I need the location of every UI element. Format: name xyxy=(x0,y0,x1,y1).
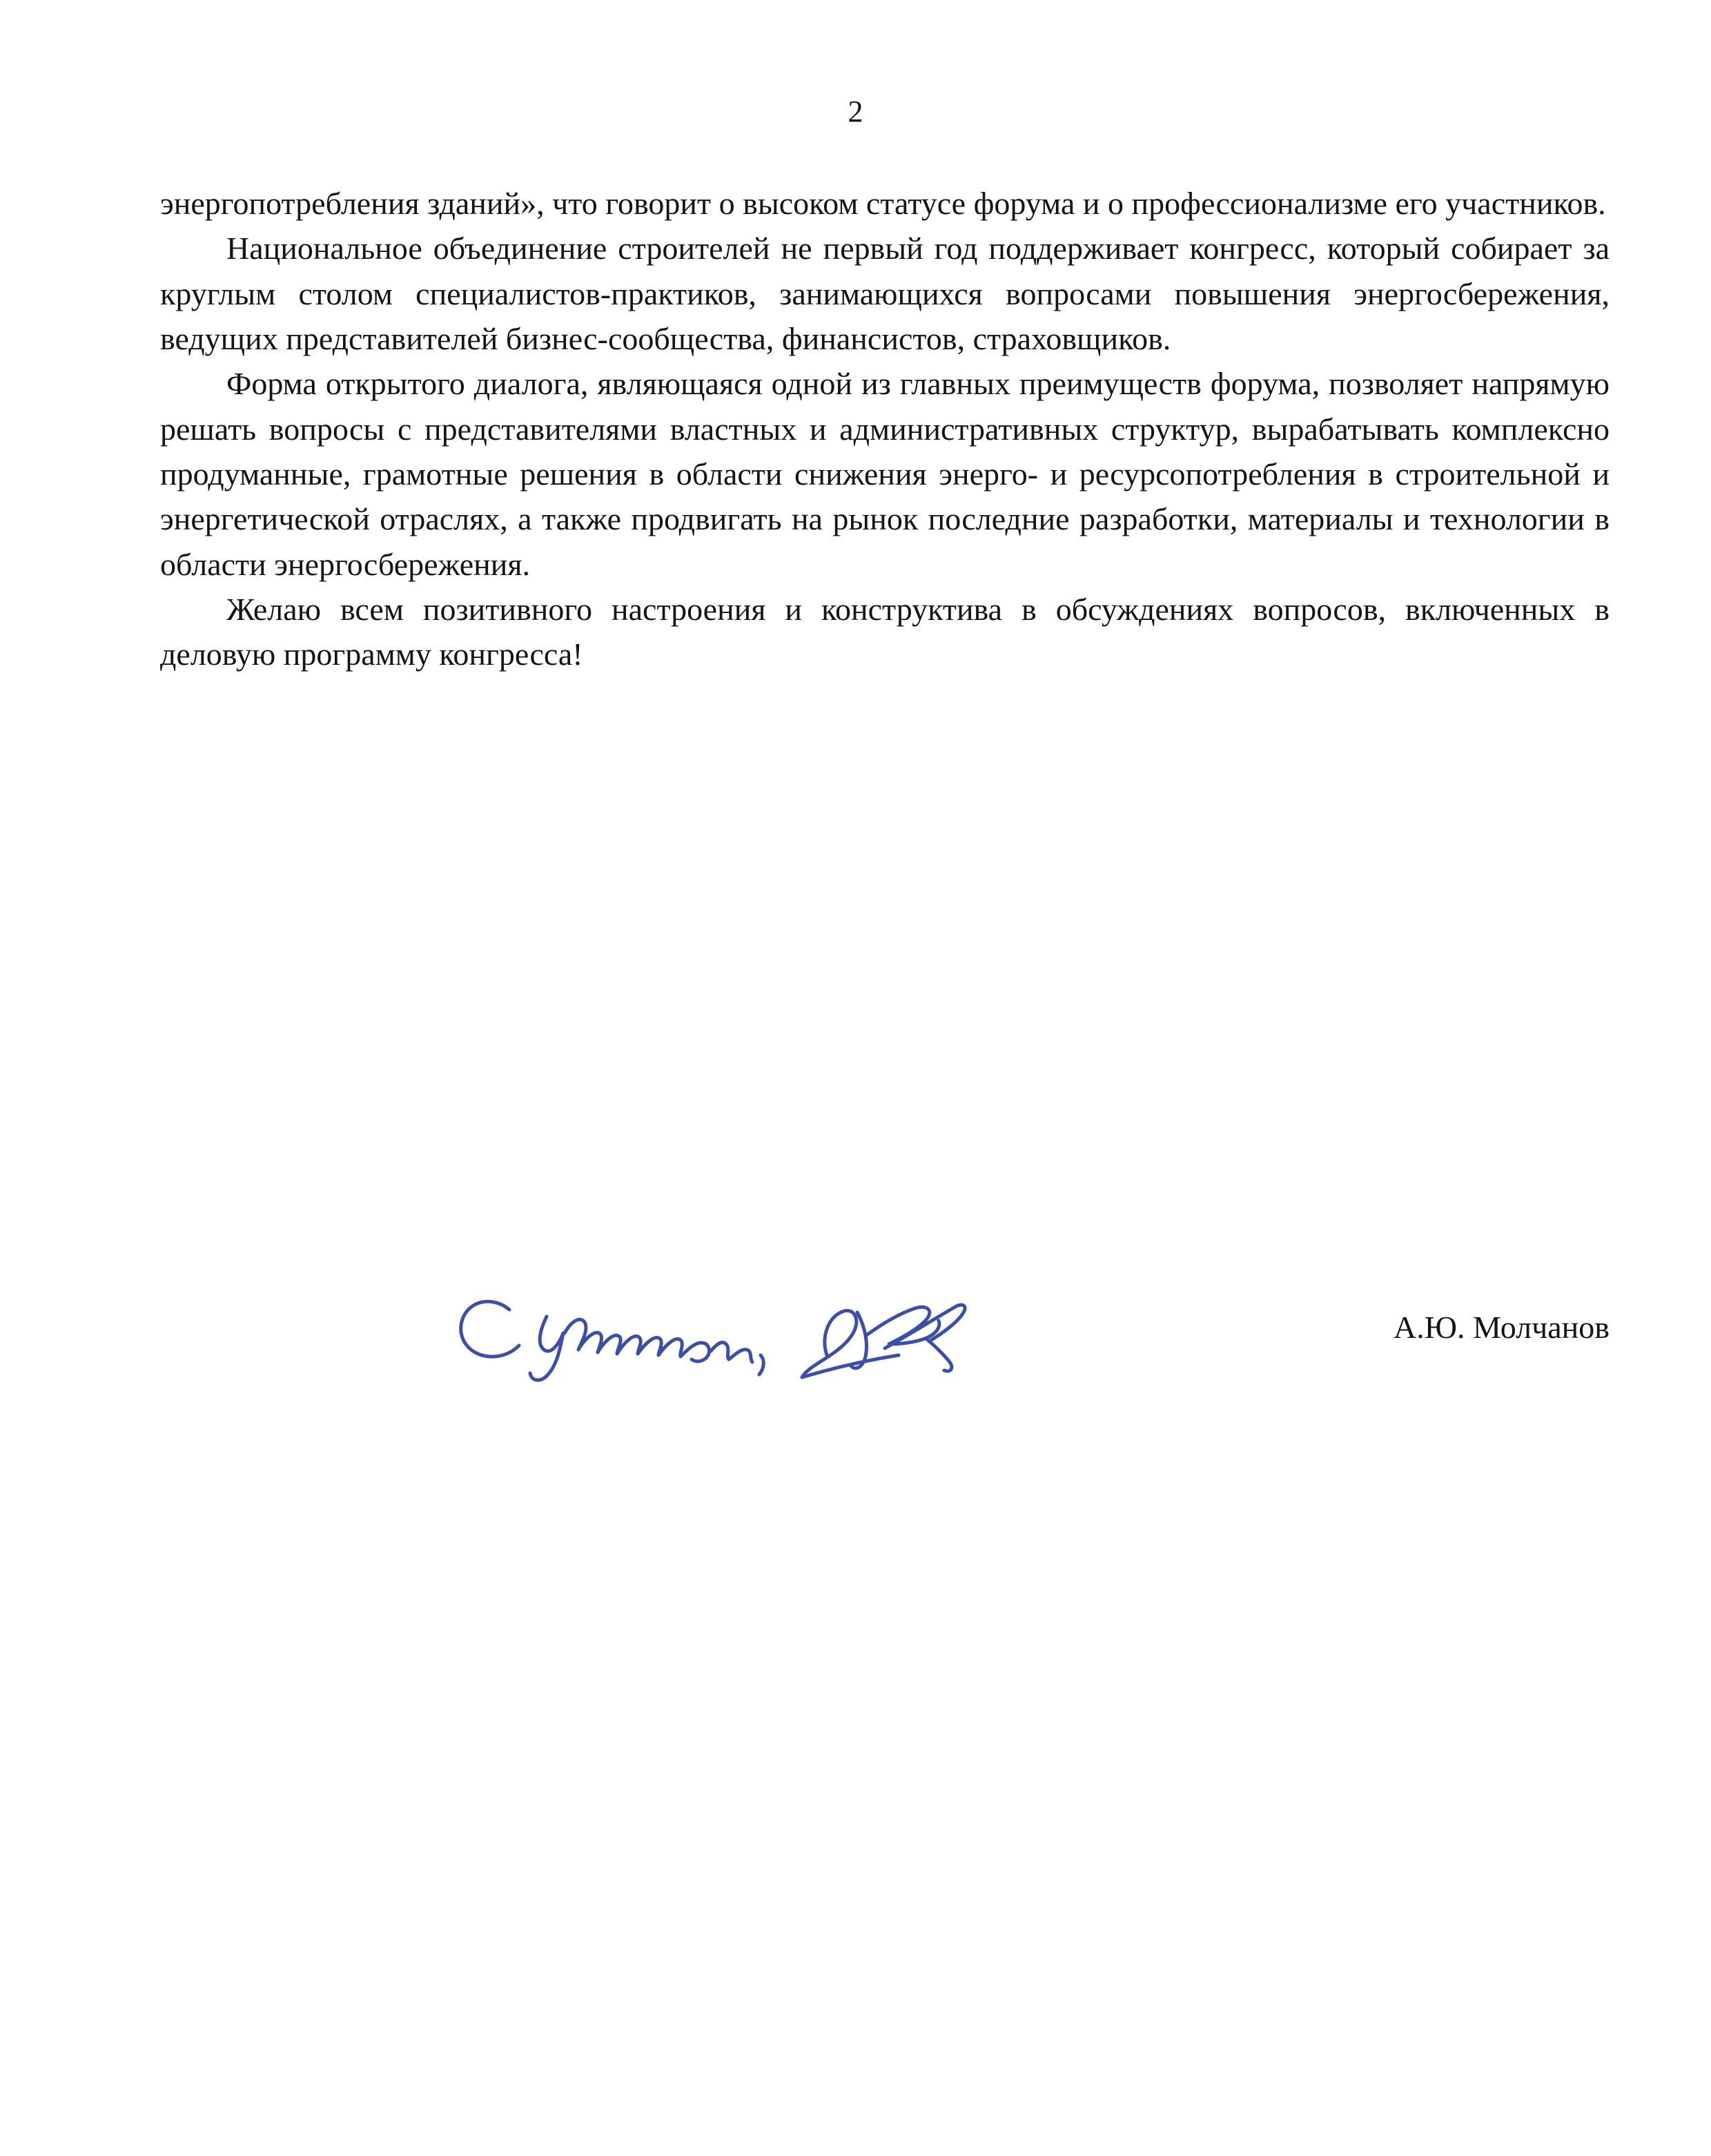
handwritten-signature-icon xyxy=(443,1267,1099,1412)
paragraph-2: Национальное объединение строителей не первый год поддерживает конгресс, который собирает за круглым столом специалистов-практиков, занимающихся вопросами повышения энергосбережения, ведущих представителей бизнес-сообщества, финансистов, страховщиков. xyxy=(160,231,1610,356)
paragraph-3: Форма открытого диалога, являющаяся одной из главных преимуществ форума, позволяет напрямую решать вопросы с представителями властных и административных структур, вырабатывать комплексно продуманные, грамотные решения в области снижения энерго- и ресурсопотребления в строительной и энергетической отраслях, а также продвигать на рынок последние разработки, материалы и технологии в области энергосбережения. xyxy=(160,366,1610,582)
paragraph-1: энергопотребления зданий», что говорит о высоком статусе форума и о профессионализме его участников. xyxy=(160,186,1606,221)
signer-name: А.Ю. Молчанов xyxy=(1394,1310,1610,1345)
signature-block xyxy=(160,1267,1610,1446)
document-body xyxy=(160,181,1610,677)
paragraph-4: Желаю всем позитивного настроения и конструктива в обсуждениях вопросов, включенных в деловую программу конгресса! xyxy=(160,591,1610,672)
page-number: 2 xyxy=(848,95,863,128)
